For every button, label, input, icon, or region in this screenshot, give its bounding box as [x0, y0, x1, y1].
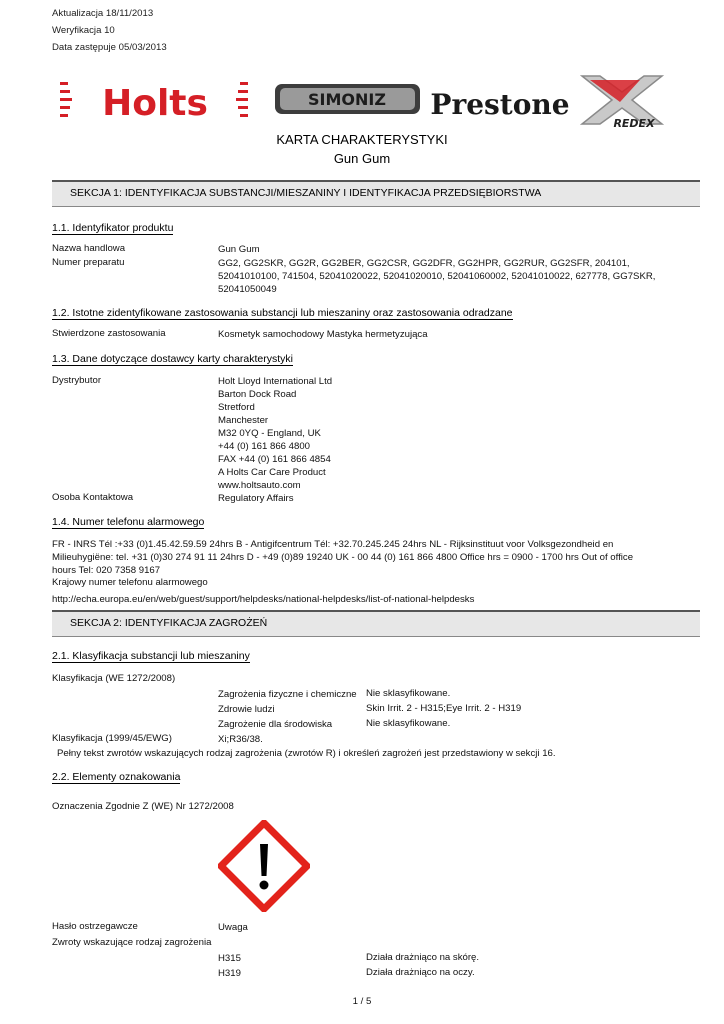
uses-label: Stwierdzone zastosowania [52, 328, 166, 339]
hazard-text-h319: Działa drażniąco na oczy. [366, 967, 475, 978]
supersedes-date: Data zastępuje 05/03/2013 [52, 42, 167, 53]
subsection-1-2-title: 1.2. Istotne zidentyfikowane zastosowania substancji lub mieszaniny oraz zastosowania odradzane [52, 307, 513, 319]
hazard-text-h315: Działa drażniąco na skórę. [366, 952, 480, 963]
page-number: 1 / 5 [352, 996, 372, 1007]
simoniz-text: SIMONIZ [308, 90, 386, 109]
hazard-code-h319: H319 [218, 968, 241, 979]
section-2-title: SEKCJA 2: IDENTYFIKACJA ZAGROŻEŃ [70, 617, 268, 629]
national-emergency-label: Krajowy numer telefonu alarmowego [52, 577, 208, 588]
redex-logo [582, 76, 662, 130]
section-1-header [52, 180, 700, 207]
prep-number-line-3: 52041050049 [218, 284, 277, 295]
prestone-logo [430, 88, 569, 121]
redex-text: REDEX [613, 117, 655, 130]
emergency-line-2: Milieuhygiëne: tel. +31 (0)30 274 91 11 24hrs D - +49 (0)89 19240 UK - 00 44 (0) 161 866 4800 Office hrs = 0900 - 1700 hrs Out of office [52, 552, 634, 563]
uses-value: Kosmetyk samochodowy Mastyka hermetyzująca [218, 329, 428, 340]
section-1-title: SEKCJA 1: IDENTYFIKACJA SUBSTANCJI/MIESZANINY I IDENTYFIKACJA PRZEDSIĘBIORSTWA [70, 187, 542, 199]
prep-number-line-1: GG2, GG2SKR, GG2R, GG2BER, GG2CSR, GG2DFR, GG2HPR, GG2RUR, GG2SFR, 204101, [218, 258, 630, 269]
trade-name-label: Nazwa handlowa [52, 243, 126, 254]
hazard-value-health: Skin Irrit. 2 - H315;Eye Irrit. 2 - H319 [366, 703, 522, 714]
contact-label: Osoba Kontaktowa [52, 492, 134, 503]
distributor-line-1: Holt Lloyd International Ltd [218, 376, 333, 387]
signal-word-value: Uwaga [218, 922, 248, 933]
hazard-category-physical: Zagrożenia fizyczne i chemiczne [218, 689, 357, 700]
subsection-2-2-title: 2.2. Elementy oznakowania [52, 771, 181, 783]
prestone-text: Prestone [430, 88, 570, 121]
distributor-line-8: A Holts Car Care Product [218, 467, 326, 478]
ghs07-exclamation-mark-icon [218, 820, 310, 912]
distributor-line-3: Stretford [218, 402, 255, 413]
hazard-statements-label: Zwroty wskazujące rodzaj zagrożenia [52, 937, 212, 948]
distributor-line-7: FAX +44 (0) 161 866 4854 [218, 454, 331, 465]
hazard-value-environment: Nie sklasyfikowane. [366, 718, 451, 729]
product-title: Gun Gum [333, 151, 391, 166]
emergency-line-3: hours Tel: 020 7358 9167 [52, 565, 161, 576]
subsection-1-4-title: 1.4. Numer telefonu alarmowego [52, 516, 205, 528]
hazard-code-h315: H315 [218, 953, 241, 964]
prep-number-label: Numer preparatu [52, 257, 125, 268]
distributor-website[interactable]: www.holtsauto.com [218, 480, 301, 491]
section-2-header [52, 610, 700, 637]
distributor-line-4: Manchester [218, 415, 269, 426]
clp-classification-label: Klasyfikacja (WE 1272/2008) [52, 673, 176, 684]
dsd-classification-label: Klasyfikacja (1999/45/EWG) [52, 733, 172, 744]
contact-value: Regulatory Affairs [218, 493, 294, 504]
subsection-1-1-title: 1.1. Identyfikator produktu [52, 222, 174, 234]
revision-number: Weryfikacja 10 [52, 25, 115, 36]
hazard-value-physical: Nie sklasyfikowane. [366, 688, 451, 699]
distributor-line-2: Barton Dock Road [218, 389, 297, 400]
distributor-line-5: M32 0YQ - England, UK [218, 428, 321, 439]
full-text-note: Pełny tekst zwrotów wskazujących rodzaj zagrożenia (zwrotów R) i określeń zagrożeń jest przedstawiony w sekcji 16. [57, 748, 556, 759]
document-title: KARTA CHARAKTERYSTYKI [276, 132, 448, 147]
distributor-line-6: +44 (0) 161 866 4800 [218, 441, 311, 452]
hazard-category-health: Zdrowie ludzi [218, 704, 275, 715]
subsection-1-3-title: 1.3. Dane dotyczące dostawcy karty charakterystyki [52, 353, 294, 365]
helpdesk-link[interactable]: http://echa.europa.eu/en/web/guest/support/helpdesks/national-helpdesks/list-of-national-helpdesks [52, 594, 475, 605]
holts-logo [60, 82, 248, 124]
update-date: Aktualizacja 18/11/2013 [52, 8, 154, 19]
labelling-regulation: Oznaczenia Zgodnie Z (WE) Nr 1272/2008 [52, 801, 234, 812]
simoniz-logo [275, 84, 420, 114]
dsd-classification-value: Xi;R36/38. [218, 734, 263, 745]
brand-logos [60, 70, 670, 130]
signal-word-label: Hasło ostrzegawcze [52, 921, 138, 932]
prep-number-line-2: 52041010100, 741504, 52041020022, 52041020010, 52041060002, 52041010022, 627778, GG7SKR, [218, 271, 656, 282]
emergency-line-1: FR - INRS Tél :+33 (0)1.45.42.59.59 24hrs B - Antigifcentrum Tél: +32.70.245.245 24hrs NL - Rijksinstituut voor Volksgezondheid en [52, 539, 614, 550]
subsection-2-1-title: 2.1. Klasyfikacja substancji lub mieszaniny [52, 650, 250, 662]
holts-text: Holts [102, 83, 208, 124]
distributor-label: Dystrybutor [52, 375, 102, 386]
trade-name-value: Gun Gum [218, 244, 260, 255]
hazard-category-environment: Zagrożenie dla środowiska [218, 719, 333, 730]
